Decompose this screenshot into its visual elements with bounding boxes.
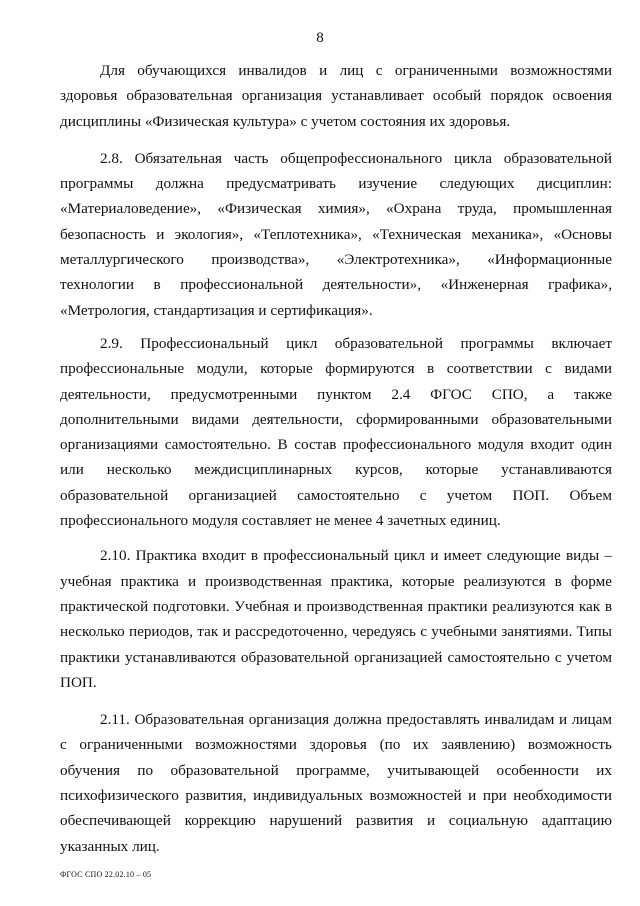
- paragraph-intro: Для обучающихся инвалидов и лиц с ограниченными возможностями здоровья образовательная организация устанавливает особый порядок освоения дисциплины «Физическая культура» с учетом состояния их здоровья.: [60, 62, 612, 130]
- paragraph-2-9: 2.9. Профессиональный цикл образовательной программы включает профессиональные модули, которые формируются в соответствии с видами деятельности, предусмотренными пунктом 2.4 ФГОС СПО, а также дополнительными видами деятельности, сформированными образовательными организациями самостоятельно. В состав профессионального модуля входит один или несколько междисциплинарных курсов, которые устанавливаются образовательной организацией самостоятельно с учетом ПОП. Объем профессионального модуля составляет не менее 4 зачетных единиц.: [60, 334, 612, 530]
- paragraph-2-8: 2.8. Обязательная часть общепрофессионального цикла образовательной программы должна предусматривать изучение следующих дисциплин: «Материаловедение», «Физическая химия», «Охрана труда, промышленная безопасность и экология», «Теплотехника», «Техническая механика», «Основы металлургического производства», «Электротехника», «Информационные технологии в профессиональной деятельности», «Инженерная графика», «Метрология, стандартизация и сертификация».: [60, 149, 612, 319]
- document-body: [60, 58, 612, 859]
- document-footer: ФГОС СПО 22.02.10 – 05: [60, 870, 152, 879]
- page-number: 8: [316, 30, 324, 46]
- paragraph-2-10: 2.10. Практика входит в профессиональный цикл и имеет следующие виды – учебная практика и производственная практика, которые реализуются в форме практической подготовки. Учебная и производственная практики реализуются как в несколько периодов, так и рассредоточенно, чередуясь с учебными занятиями. Типы практики устанавливаются образовательной организацией самостоятельно с учетом ПОП.: [60, 547, 612, 691]
- paragraph-2-11: 2.11. Образовательная организация должна предоставлять инвалидам и лицам с ограниченными возможностями здоровья (по их заявлению) возможность обучения по образовательной программе, учитывающей особенности их психофизического развития, индивидуальных возможностей и при необходимости обеспечивающей коррекцию нарушений развития и социальную адаптацию указанных лиц.: [60, 711, 612, 855]
